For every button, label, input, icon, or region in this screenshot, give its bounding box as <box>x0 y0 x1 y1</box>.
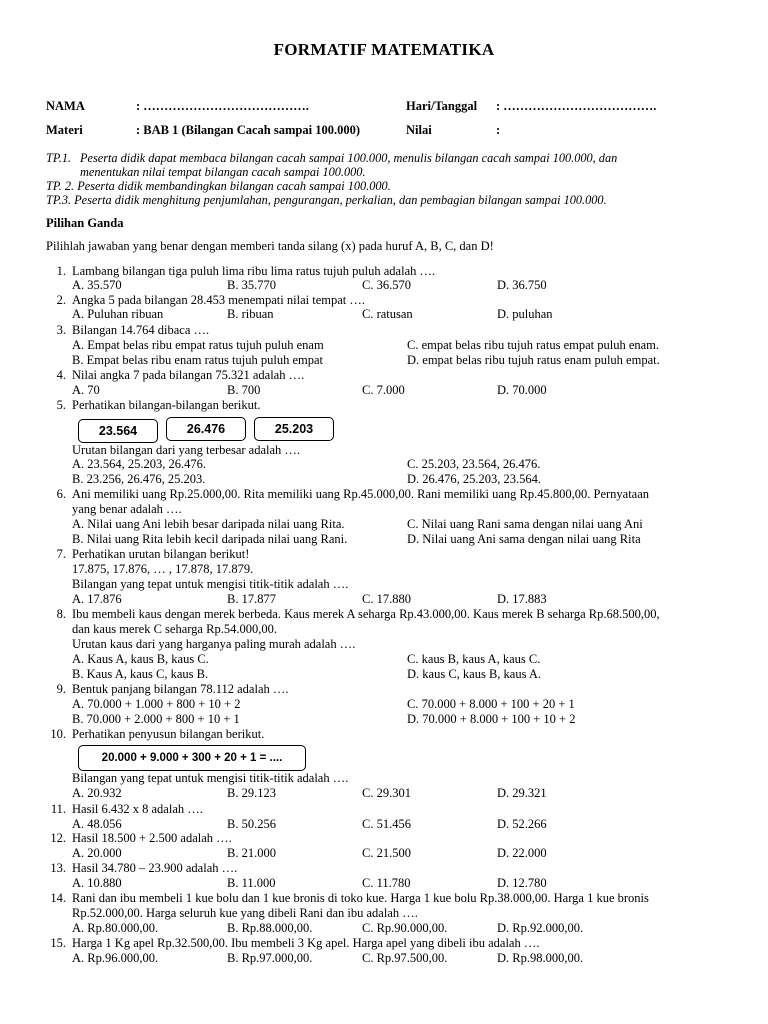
q9-option-a: A. 70.000 + 1.000 + 800 + 10 + 2 <box>72 697 241 711</box>
number-box-2: 26.476 <box>166 417 246 441</box>
question-number: 10. <box>50 727 66 741</box>
q2-option-a: A. Puluhan ribuan <box>72 307 164 321</box>
nama-field: : …………………………………. <box>136 99 309 113</box>
q5-option-d: D. 26.476, 25.203, 23.564. <box>407 472 542 486</box>
q14-option-d: D. Rp.92.000,00. <box>497 921 584 935</box>
question-number: 7. <box>56 547 66 561</box>
tp-1-label: TP.1. <box>46 151 72 165</box>
page-title: FORMATIF MATEMATIKA <box>273 40 495 59</box>
tp-3-label: TP.3. <box>46 193 72 207</box>
q6-option-d: D. Nilai uang Ani sama dengan nilai uang Rita <box>407 532 641 546</box>
question-text: Hasil 18.500 + 2.500 adalah …. <box>72 831 232 845</box>
q7-sequence: 17.875, 17.876, … , 17.878, 17.879. <box>72 562 254 576</box>
q12-option-a: A. 20.000 <box>72 846 122 860</box>
tp-3 <box>46 194 607 208</box>
q7-option-a: A. 17.876 <box>72 592 122 606</box>
q10-option-d: D. 29.321 <box>497 786 547 800</box>
question-number: 3. <box>56 323 66 337</box>
q13-option-b: B. 11.000 <box>227 876 276 890</box>
tp-2 <box>46 180 391 194</box>
q14-text-line2: Rp.52.000,00. Harga seluruh kue yang dibeli Rani dan ibu adalah …. <box>72 906 418 920</box>
hari-tanggal-label: Hari/Tanggal <box>406 99 478 113</box>
number-box-1: 23.564 <box>78 419 158 443</box>
q7-prompt: Bilangan yang tepat untuk mengisi titik-titik adalah …. <box>72 577 349 591</box>
q15-option-c: C. Rp.97.500,00. <box>362 951 448 965</box>
question-number: 12. <box>50 831 66 845</box>
q7-option-c: C. 17.880 <box>362 592 411 606</box>
q3-option-a: A. Empat belas ribu empat ratus tujuh puluh enam <box>72 338 324 352</box>
question-text: Ibu membeli kaus dengan merek berbeda. Kaus merek A seharga Rp.43.000,00. Kaus merek B seharga Rp.68.500,00, <box>72 607 660 621</box>
q9-option-b: B. 70.000 + 2.000 + 800 + 10 + 1 <box>72 712 240 726</box>
question-text: Bentuk panjang bilangan 78.112 adalah …. <box>72 682 289 696</box>
q11-option-d: D. 52.266 <box>497 817 547 831</box>
question-text: Ani memiliki uang Rp.25.000,00. Rita memiliki uang Rp.45.000,00. Rani memiliki uang Rp.45.800,00. Pernyataan <box>72 487 650 501</box>
question-number: 6. <box>56 487 66 501</box>
q3-option-c: C. empat belas ribu tujuh ratus empat puluh enam. <box>407 338 660 352</box>
question-text: Bilangan 14.764 dibaca …. <box>72 323 210 337</box>
q2-option-d: D. puluhan <box>497 307 553 321</box>
instruction: Pilihlah jawaban yang benar dengan memberi tanda silang (x) pada huruf A, B, C, dan D! <box>46 239 494 253</box>
q12-option-d: D. 22.000 <box>497 846 547 860</box>
q6-option-a: A. Nilai uang Ani lebih besar daripada nilai uang Rita. <box>72 517 345 531</box>
q7-option-d: D. 17.883 <box>497 592 547 606</box>
q5-option-b: B. 23.256, 26.476, 25.203. <box>72 472 206 486</box>
tp-1 <box>46 152 617 179</box>
question-number: 5. <box>56 398 66 412</box>
q13-option-c: C. 11.780 <box>362 876 411 890</box>
q15-option-d: D. Rp.98.000,00. <box>497 951 584 965</box>
q4-option-a: A. 70 <box>72 383 100 397</box>
q11-option-c: C. 51.456 <box>362 817 411 831</box>
q10-option-b: B. 29.123 <box>227 786 276 800</box>
tp-2-text: Peserta didik membandingkan bilangan cacah sampai 100.000. <box>77 179 391 193</box>
question-text: Perhatikan penyusun bilangan berikut. <box>72 727 265 741</box>
nilai-field: : <box>496 123 501 137</box>
q1-option-c: C. 36.570 <box>362 278 411 292</box>
question-text: Perhatikan urutan bilangan berikut! <box>72 547 250 561</box>
q15-option-b: B. Rp.97.000,00. <box>227 951 313 965</box>
q8-option-d: D. kaus C, kaus B, kaus A. <box>407 667 542 681</box>
question-text: Angka 5 pada bilangan 28.453 menempati nilai tempat …. <box>72 293 365 307</box>
tp-1-line1: Peserta didik dapat membaca bilangan cacah sampai 100.000, menulis bilangan cacah sampai 100.000, dan <box>80 151 618 165</box>
q6-option-b: B. Nilai uang Rita lebih kecil daripada nilai uang Rani. <box>72 532 348 546</box>
q3-option-b: B. Empat belas ribu enam ratus tujuh puluh empat <box>72 353 323 367</box>
q7-option-b: B. 17.877 <box>227 592 276 606</box>
q5-option-a: A. 23.564, 25.203, 26.476. <box>72 457 207 471</box>
question-number: 2. <box>56 293 66 307</box>
question-text: Harga 1 Kg apel Rp.32.500,00. Ibu membeli 3 Kg apel. Harga apel yang dibeli ibu adalah …. <box>72 936 540 950</box>
q4-option-d: D. 70.000 <box>497 383 547 397</box>
number-box-3: 25.203 <box>254 417 334 441</box>
q2-option-c: C. ratusan <box>362 307 413 321</box>
q14-option-b: B. Rp.88.000,00. <box>227 921 313 935</box>
q10-prompt: Bilangan yang tepat untuk mengisi titik-titik adalah …. <box>72 771 349 785</box>
q8-option-b: B. Kaus A, kaus C, kaus B. <box>72 667 209 681</box>
nilai-label: Nilai <box>406 123 432 137</box>
nama-label: NAMA <box>46 99 85 113</box>
question-number: 4. <box>56 368 66 382</box>
q1-option-d: D. 36.750 <box>497 278 547 292</box>
q10-option-a: A. 20.932 <box>72 786 122 800</box>
materi-label: Materi <box>46 123 83 137</box>
q6-option-c: C. Nilai uang Rani sama dengan nilai uang Ani <box>407 517 643 531</box>
q4-option-b: B. 700 <box>227 383 261 397</box>
q12-option-b: B. 21.000 <box>227 846 276 860</box>
q1-option-a: A. 35.570 <box>72 278 122 292</box>
q14-option-c: C. Rp.90.000,00. <box>362 921 448 935</box>
q10-option-c: C. 29.301 <box>362 786 411 800</box>
question-number: 1. <box>56 264 66 278</box>
q15-option-a: A. Rp.96.000,00. <box>72 951 159 965</box>
q11-option-b: B. 50.256 <box>227 817 276 831</box>
q5-option-c: C. 25.203, 23.564, 26.476. <box>407 457 541 471</box>
question-number: 15. <box>50 936 66 950</box>
q11-option-a: A. 48.056 <box>72 817 122 831</box>
question-text: Hasil 34.780 – 23.900 adalah …. <box>72 861 238 875</box>
question-text: Lambang bilangan tiga puluh lima ribu lima ratus tujuh puluh adalah …. <box>72 264 436 278</box>
tp-3-text: Peserta didik menghitung penjumlahan, pengurangan, perkalian, dan pembagian bilangan sampai 100.000. <box>74 193 607 207</box>
hari-tanggal-field: : ………………………………. <box>496 99 657 113</box>
question-number: 8. <box>56 607 66 621</box>
question-number: 11. <box>50 802 66 816</box>
q8-prompt: Urutan kaus dari yang harganya paling murah adalah …. <box>72 637 356 651</box>
question-number: 13. <box>50 861 66 875</box>
q4-option-c: C. 7.000 <box>362 383 405 397</box>
question-number: 9. <box>56 682 66 696</box>
question-text: Rani dan ibu membeli 1 kue bolu dan 1 kue bronis di toko kue. Harga 1 kue bolu Rp.38.000,00. Harga 1 kue bronis <box>72 891 649 905</box>
q13-option-a: A. 10.880 <box>72 876 122 890</box>
q13-option-d: D. 12.780 <box>497 876 547 890</box>
tp-2-label: TP. 2. <box>46 179 75 193</box>
q9-option-c: C. 70.000 + 8.000 + 100 + 20 + 1 <box>407 697 575 711</box>
q2-option-b: B. ribuan <box>227 307 274 321</box>
q8-text-line2: dan kaus merek C seharga Rp.54.000,00. <box>72 622 277 636</box>
q8-option-a: A. Kaus A, kaus B, kaus C. <box>72 652 209 666</box>
question-text: Nilai angka 7 pada bilangan 75.321 adalah …. <box>72 368 305 382</box>
expression-box: 20.000 + 9.000 + 300 + 20 + 1 = .... <box>78 745 306 771</box>
q1-option-b: B. 35.770 <box>227 278 276 292</box>
materi-field: : BAB 1 (Bilangan Cacah sampai 100.000) <box>136 123 360 137</box>
q9-option-d: D. 70.000 + 8.000 + 100 + 10 + 2 <box>407 712 576 726</box>
question-text: Perhatikan bilangan-bilangan berikut. <box>72 398 261 412</box>
q6-prompt: yang benar adalah …. <box>72 502 182 516</box>
q12-option-c: C. 21.500 <box>362 846 411 860</box>
question-number: 14. <box>50 891 66 905</box>
q8-option-c: C. kaus B, kaus A, kaus C. <box>407 652 541 666</box>
tp-1-line2: menentukan nilai tempat bilangan cacah sampai 100.000. <box>80 164 366 179</box>
q14-option-a: A. Rp.80.000,00. <box>72 921 159 935</box>
question-text: Hasil 6.432 x 8 adalah …. <box>72 802 203 816</box>
q5-prompt: Urutan bilangan dari yang terbesar adalah …. <box>72 443 301 457</box>
section-title: Pilihan Ganda <box>46 216 124 230</box>
q3-option-d: D. empat belas ribu tujuh ratus enam puluh empat. <box>407 353 660 367</box>
